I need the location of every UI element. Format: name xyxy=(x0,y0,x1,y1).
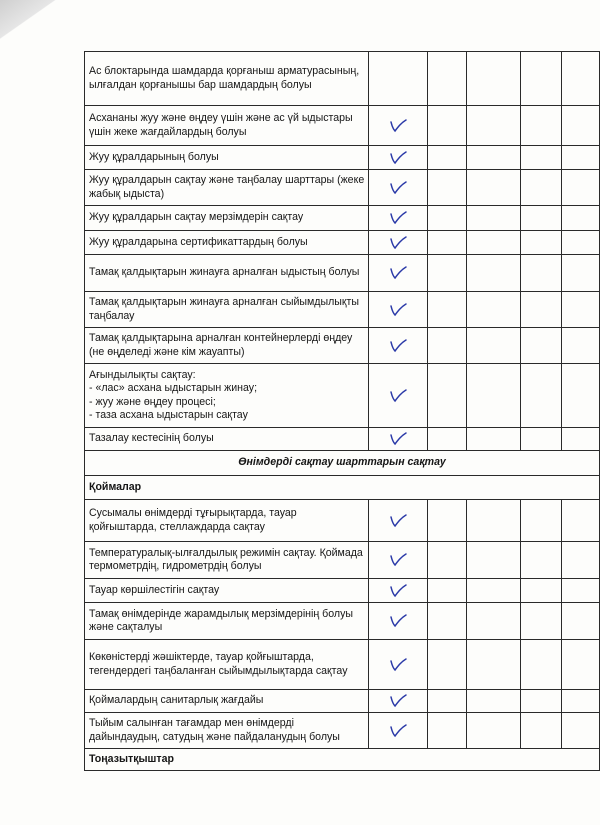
empty-cell xyxy=(521,106,562,146)
criterion-cell xyxy=(85,640,369,690)
empty-cell xyxy=(562,364,600,428)
empty-cell xyxy=(562,428,600,451)
check-mark-icon xyxy=(388,150,408,166)
empty-cell xyxy=(466,690,520,713)
empty-cell xyxy=(466,713,520,749)
criterion-text: Жуу құралдарына сертификаттардың болуы xyxy=(89,235,308,248)
empty-cell xyxy=(466,603,520,640)
table-row xyxy=(85,106,600,146)
empty-cell xyxy=(428,146,467,170)
mark-cell xyxy=(369,146,428,170)
table-row xyxy=(85,690,600,713)
empty-cell xyxy=(466,640,520,690)
check-mark-icon xyxy=(388,302,408,318)
mark-cell xyxy=(369,255,428,292)
empty-cell xyxy=(428,206,467,231)
criterion-cell xyxy=(85,106,369,146)
empty-cell xyxy=(428,500,467,542)
section-title: Өнімдерді сақтау шарттарын сақтау xyxy=(85,451,600,476)
mark-cell xyxy=(369,603,428,640)
criterion-text: Көкөністерді жәшіктерде, тауар қойғыштарда, тегендердегі таңбаланған сыйымдылықтарда сақтау xyxy=(89,651,348,677)
criterion-text: Тамақ қалдықтарын жинауға арналған ыдыстың болуы xyxy=(89,266,360,279)
empty-cell xyxy=(562,640,600,690)
table-row xyxy=(85,640,600,690)
mark-cell xyxy=(369,428,428,451)
empty-cell xyxy=(428,364,467,428)
mark-cell xyxy=(369,206,428,231)
empty-cell xyxy=(562,206,600,231)
empty-cell xyxy=(466,328,520,364)
empty-cell xyxy=(428,579,467,603)
empty-cell xyxy=(428,255,467,292)
criterion-text: Тауар көршілестігін сақтау xyxy=(89,583,220,596)
mark-cell xyxy=(369,640,428,690)
criterion-cell xyxy=(85,713,369,749)
subsection-title: Тоңазытқыштар xyxy=(85,749,600,771)
criterion-text: Тазалау кестесінің болуы xyxy=(89,432,214,445)
empty-cell xyxy=(428,170,467,206)
empty-cell xyxy=(521,206,562,231)
table-row xyxy=(85,603,600,640)
empty-cell xyxy=(521,690,562,713)
criterion-text: Қоймалардың санитарлық жағдайы xyxy=(89,694,264,707)
criterion-text: Тыйым салынған тағамдар мен өнімдерді дайындаудың, сатудың және пайдаланудың болуы xyxy=(89,717,340,743)
check-mark-icon xyxy=(388,723,408,739)
empty-cell xyxy=(562,106,600,146)
empty-cell xyxy=(466,255,520,292)
empty-cell xyxy=(466,579,520,603)
criterion-cell xyxy=(85,579,369,603)
criterion-cell xyxy=(85,428,369,451)
check-mark-icon xyxy=(388,180,408,196)
empty-cell xyxy=(521,640,562,690)
criterion-cell xyxy=(85,328,369,364)
empty-cell xyxy=(428,690,467,713)
empty-cell xyxy=(521,52,562,106)
criterion-cell xyxy=(85,206,369,231)
mark-cell xyxy=(369,364,428,428)
subsection-title: Қоймалар xyxy=(85,476,600,500)
empty-cell xyxy=(521,292,562,328)
criterion-text: Температуралық-ылғалдылық режимін сақтау. Қоймада термометрдің, гидрометрдің болуы xyxy=(89,546,363,572)
empty-cell xyxy=(428,542,467,579)
section-header-row xyxy=(85,451,600,476)
check-mark-icon xyxy=(388,657,408,673)
table-row xyxy=(85,206,600,231)
mark-cell xyxy=(369,106,428,146)
table-row xyxy=(85,579,600,603)
mark-cell xyxy=(369,500,428,542)
empty-cell xyxy=(428,428,467,451)
criterion-cell xyxy=(85,231,369,255)
empty-cell xyxy=(466,292,520,328)
empty-cell xyxy=(466,231,520,255)
criterion-cell xyxy=(85,146,369,170)
empty-cell xyxy=(521,255,562,292)
subsection-header-row xyxy=(85,476,600,500)
mark-cell xyxy=(369,231,428,255)
table-row xyxy=(85,255,600,292)
check-mark-icon xyxy=(388,583,408,599)
empty-cell xyxy=(466,428,520,451)
table-row xyxy=(85,328,600,364)
empty-cell xyxy=(521,364,562,428)
check-mark-icon xyxy=(388,552,408,568)
check-mark-icon xyxy=(388,693,408,709)
empty-cell xyxy=(562,328,600,364)
empty-cell xyxy=(521,500,562,542)
criterion-text: Сусымалы өнімдерді тұғырықтарда, тауар қойғыштарда, стеллаждарда сақтау xyxy=(89,507,297,533)
check-mark-icon xyxy=(388,210,408,226)
criterion-cell xyxy=(85,690,369,713)
empty-cell xyxy=(521,428,562,451)
table-row xyxy=(85,292,600,328)
empty-cell xyxy=(562,255,600,292)
empty-cell xyxy=(521,146,562,170)
subsection-header-row xyxy=(85,749,600,771)
check-mark-icon xyxy=(388,388,408,404)
empty-cell xyxy=(466,206,520,231)
empty-cell xyxy=(466,146,520,170)
mark-cell xyxy=(369,328,428,364)
table-row xyxy=(85,146,600,170)
empty-cell xyxy=(521,579,562,603)
check-mark-icon xyxy=(388,118,408,134)
criterion-cell xyxy=(85,170,369,206)
check-mark-icon xyxy=(388,513,408,529)
criterion-cell xyxy=(85,255,369,292)
mark-cell xyxy=(369,579,428,603)
criterion-text: Жуу құралдарын сақтау мерзімдерін сақтау xyxy=(89,211,304,224)
empty-cell xyxy=(428,106,467,146)
check-mark-icon xyxy=(388,265,408,281)
mark-cell xyxy=(369,170,428,206)
empty-cell xyxy=(562,579,600,603)
empty-cell xyxy=(562,170,600,206)
empty-cell xyxy=(428,52,467,106)
mark-cell xyxy=(369,690,428,713)
criterion-cell xyxy=(85,500,369,542)
mark-cell xyxy=(369,542,428,579)
empty-cell xyxy=(428,292,467,328)
empty-cell xyxy=(428,713,467,749)
criterion-cell xyxy=(85,542,369,579)
check-mark-icon xyxy=(388,613,408,629)
empty-cell xyxy=(562,500,600,542)
check-mark-icon xyxy=(388,235,408,251)
mark-cell xyxy=(369,713,428,749)
criterion-text: Тамақ қалдықтарын жинауға арналған сыйымдылықты таңбалау xyxy=(89,296,360,322)
empty-cell xyxy=(562,603,600,640)
empty-cell xyxy=(562,690,600,713)
criterion-cell xyxy=(85,52,369,106)
empty-cell xyxy=(428,231,467,255)
criterion-text: Жуу құралдарын сақтау және таңбалау шарттары (жеке жабық ыдыста) xyxy=(89,174,365,200)
empty-cell xyxy=(521,170,562,206)
criterion-text: Тамақ өнімдерінде жарамдылық мерзімдерінің болуы және сақталуы xyxy=(89,607,353,633)
criterion-text: Ас блоктарында шамдарда қорғаныш арматурасының, ылғалдан қорғанышы бар шамдардың болуы xyxy=(89,65,360,91)
criterion-cell xyxy=(85,292,369,328)
mark-cell xyxy=(369,52,428,106)
empty-cell xyxy=(466,170,520,206)
table-row xyxy=(85,170,600,206)
table-row xyxy=(85,542,600,579)
empty-cell xyxy=(466,106,520,146)
empty-cell xyxy=(521,231,562,255)
empty-cell xyxy=(466,52,520,106)
table-row xyxy=(85,52,600,106)
empty-cell xyxy=(466,500,520,542)
table-row xyxy=(85,428,600,451)
empty-cell xyxy=(562,146,600,170)
checklist-body xyxy=(85,52,600,771)
criterion-text: Ағындылықты сақтау: - «лас» асхана ыдыстарын жинау; - жуу және өңдеу процесі; - таза асхана ыдыстарын сақтау xyxy=(89,369,258,421)
criterion-cell xyxy=(85,603,369,640)
table-row xyxy=(85,364,600,428)
empty-cell xyxy=(562,713,600,749)
empty-cell xyxy=(428,640,467,690)
empty-cell xyxy=(466,364,520,428)
inspection-checklist-table xyxy=(84,51,600,771)
empty-cell xyxy=(562,231,600,255)
check-mark-icon xyxy=(388,338,408,354)
empty-cell xyxy=(521,713,562,749)
empty-cell xyxy=(428,603,467,640)
empty-cell xyxy=(521,542,562,579)
table-row xyxy=(85,500,600,542)
table-row xyxy=(85,231,600,255)
check-mark-icon xyxy=(388,431,408,447)
criterion-text: Асхананы жуу және өңдеу үшін және ас үй ыдыстары үшін жеке жағдайлардың болуы xyxy=(89,112,353,138)
criterion-text: Жуу құралдарының болуы xyxy=(89,150,219,163)
criterion-text: Тамақ қалдықтарына арналған контейнерлерді өңдеу (не өңделеді және кім жауапты) xyxy=(89,332,353,358)
empty-cell xyxy=(562,542,600,579)
mark-cell xyxy=(369,292,428,328)
empty-cell xyxy=(521,328,562,364)
empty-cell xyxy=(466,542,520,579)
table-row xyxy=(85,713,600,749)
folded-page-corner xyxy=(0,0,90,46)
criterion-cell xyxy=(85,364,369,428)
empty-cell xyxy=(521,603,562,640)
empty-cell xyxy=(562,292,600,328)
empty-cell xyxy=(428,328,467,364)
empty-cell xyxy=(562,52,600,106)
